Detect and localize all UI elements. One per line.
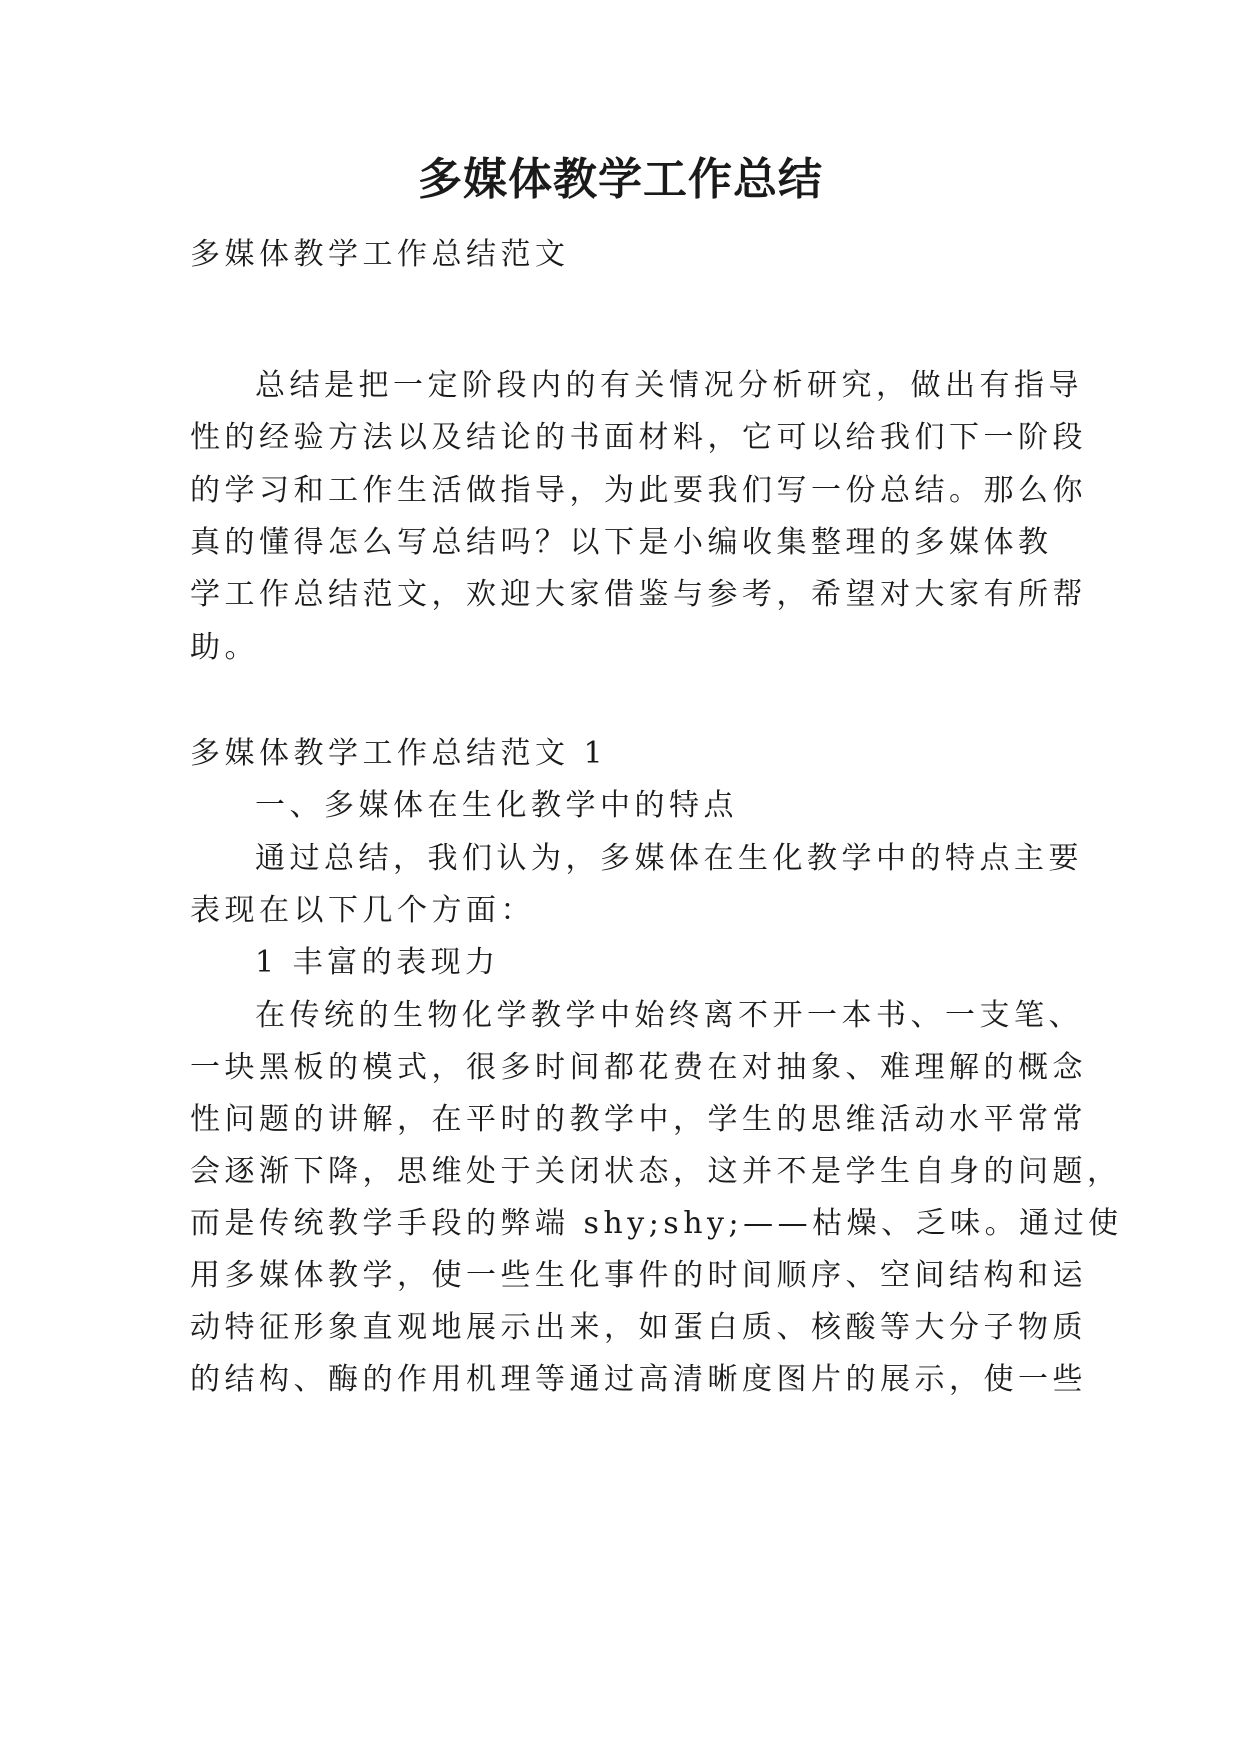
body-line: 一块黑板的模式，很多时间都花费在对抽象、难理解的概念 (190, 1050, 1087, 1085)
document-title: 多媒体教学工作总结 (418, 154, 823, 205)
body-line: 用多媒体教学，使一些生化事件的时间顺序、空间结构和运 (190, 1258, 1087, 1293)
summary-line: 通过总结，我们认为，多媒体在生化教学中的特点主要 (255, 841, 1083, 876)
body-line: 动特征形象直观地展示出来，如蛋白质、核酸等大分子物质 (190, 1310, 1087, 1345)
section-heading: 多媒体教学工作总结范文 1 (190, 736, 608, 771)
intro-line: 总结是把一定阶段内的有关情况分析研究，做出有指导 (255, 368, 1083, 403)
intro-line: 性的经验方法以及结论的书面材料，它可以给我们下一阶段 (190, 420, 1087, 455)
intro-line: 真的懂得怎么写总结吗？以下是小编收集整理的多媒体教 (190, 525, 1053, 560)
body-line: 的结构、酶的作用机理等通过高清晰度图片的展示，使一些 (190, 1362, 1087, 1397)
body-line: 会逐渐下降，思维处于关闭状态，这并不是学生自身的问题， (190, 1154, 1122, 1189)
subtitle: 多媒体教学工作总结范文 (190, 237, 570, 272)
body-line: 性问题的讲解，在平时的教学中，学生的思维活动水平常常 (190, 1102, 1087, 1137)
point-heading: 1 丰富的表现力 (255, 945, 500, 980)
body-line: 在传统的生物化学教学中始终离不开一本书、一支笔、 (255, 998, 1083, 1033)
intro-line: 的学习和工作生活做指导，为此要我们写一份总结。那么你 (190, 473, 1087, 508)
intro-line: 助。 (190, 630, 259, 665)
intro-line: 学工作总结范文，欢迎大家借鉴与参考，希望对大家有所帮 (190, 577, 1087, 612)
body-line: 而是传统教学手段的弊端 shy;shy;——枯燥、乏味。通过使 (190, 1206, 1123, 1241)
summary-line: 表现在以下几个方面： (190, 893, 535, 928)
part-heading: 一、多媒体在生化教学中的特点 (255, 788, 738, 823)
